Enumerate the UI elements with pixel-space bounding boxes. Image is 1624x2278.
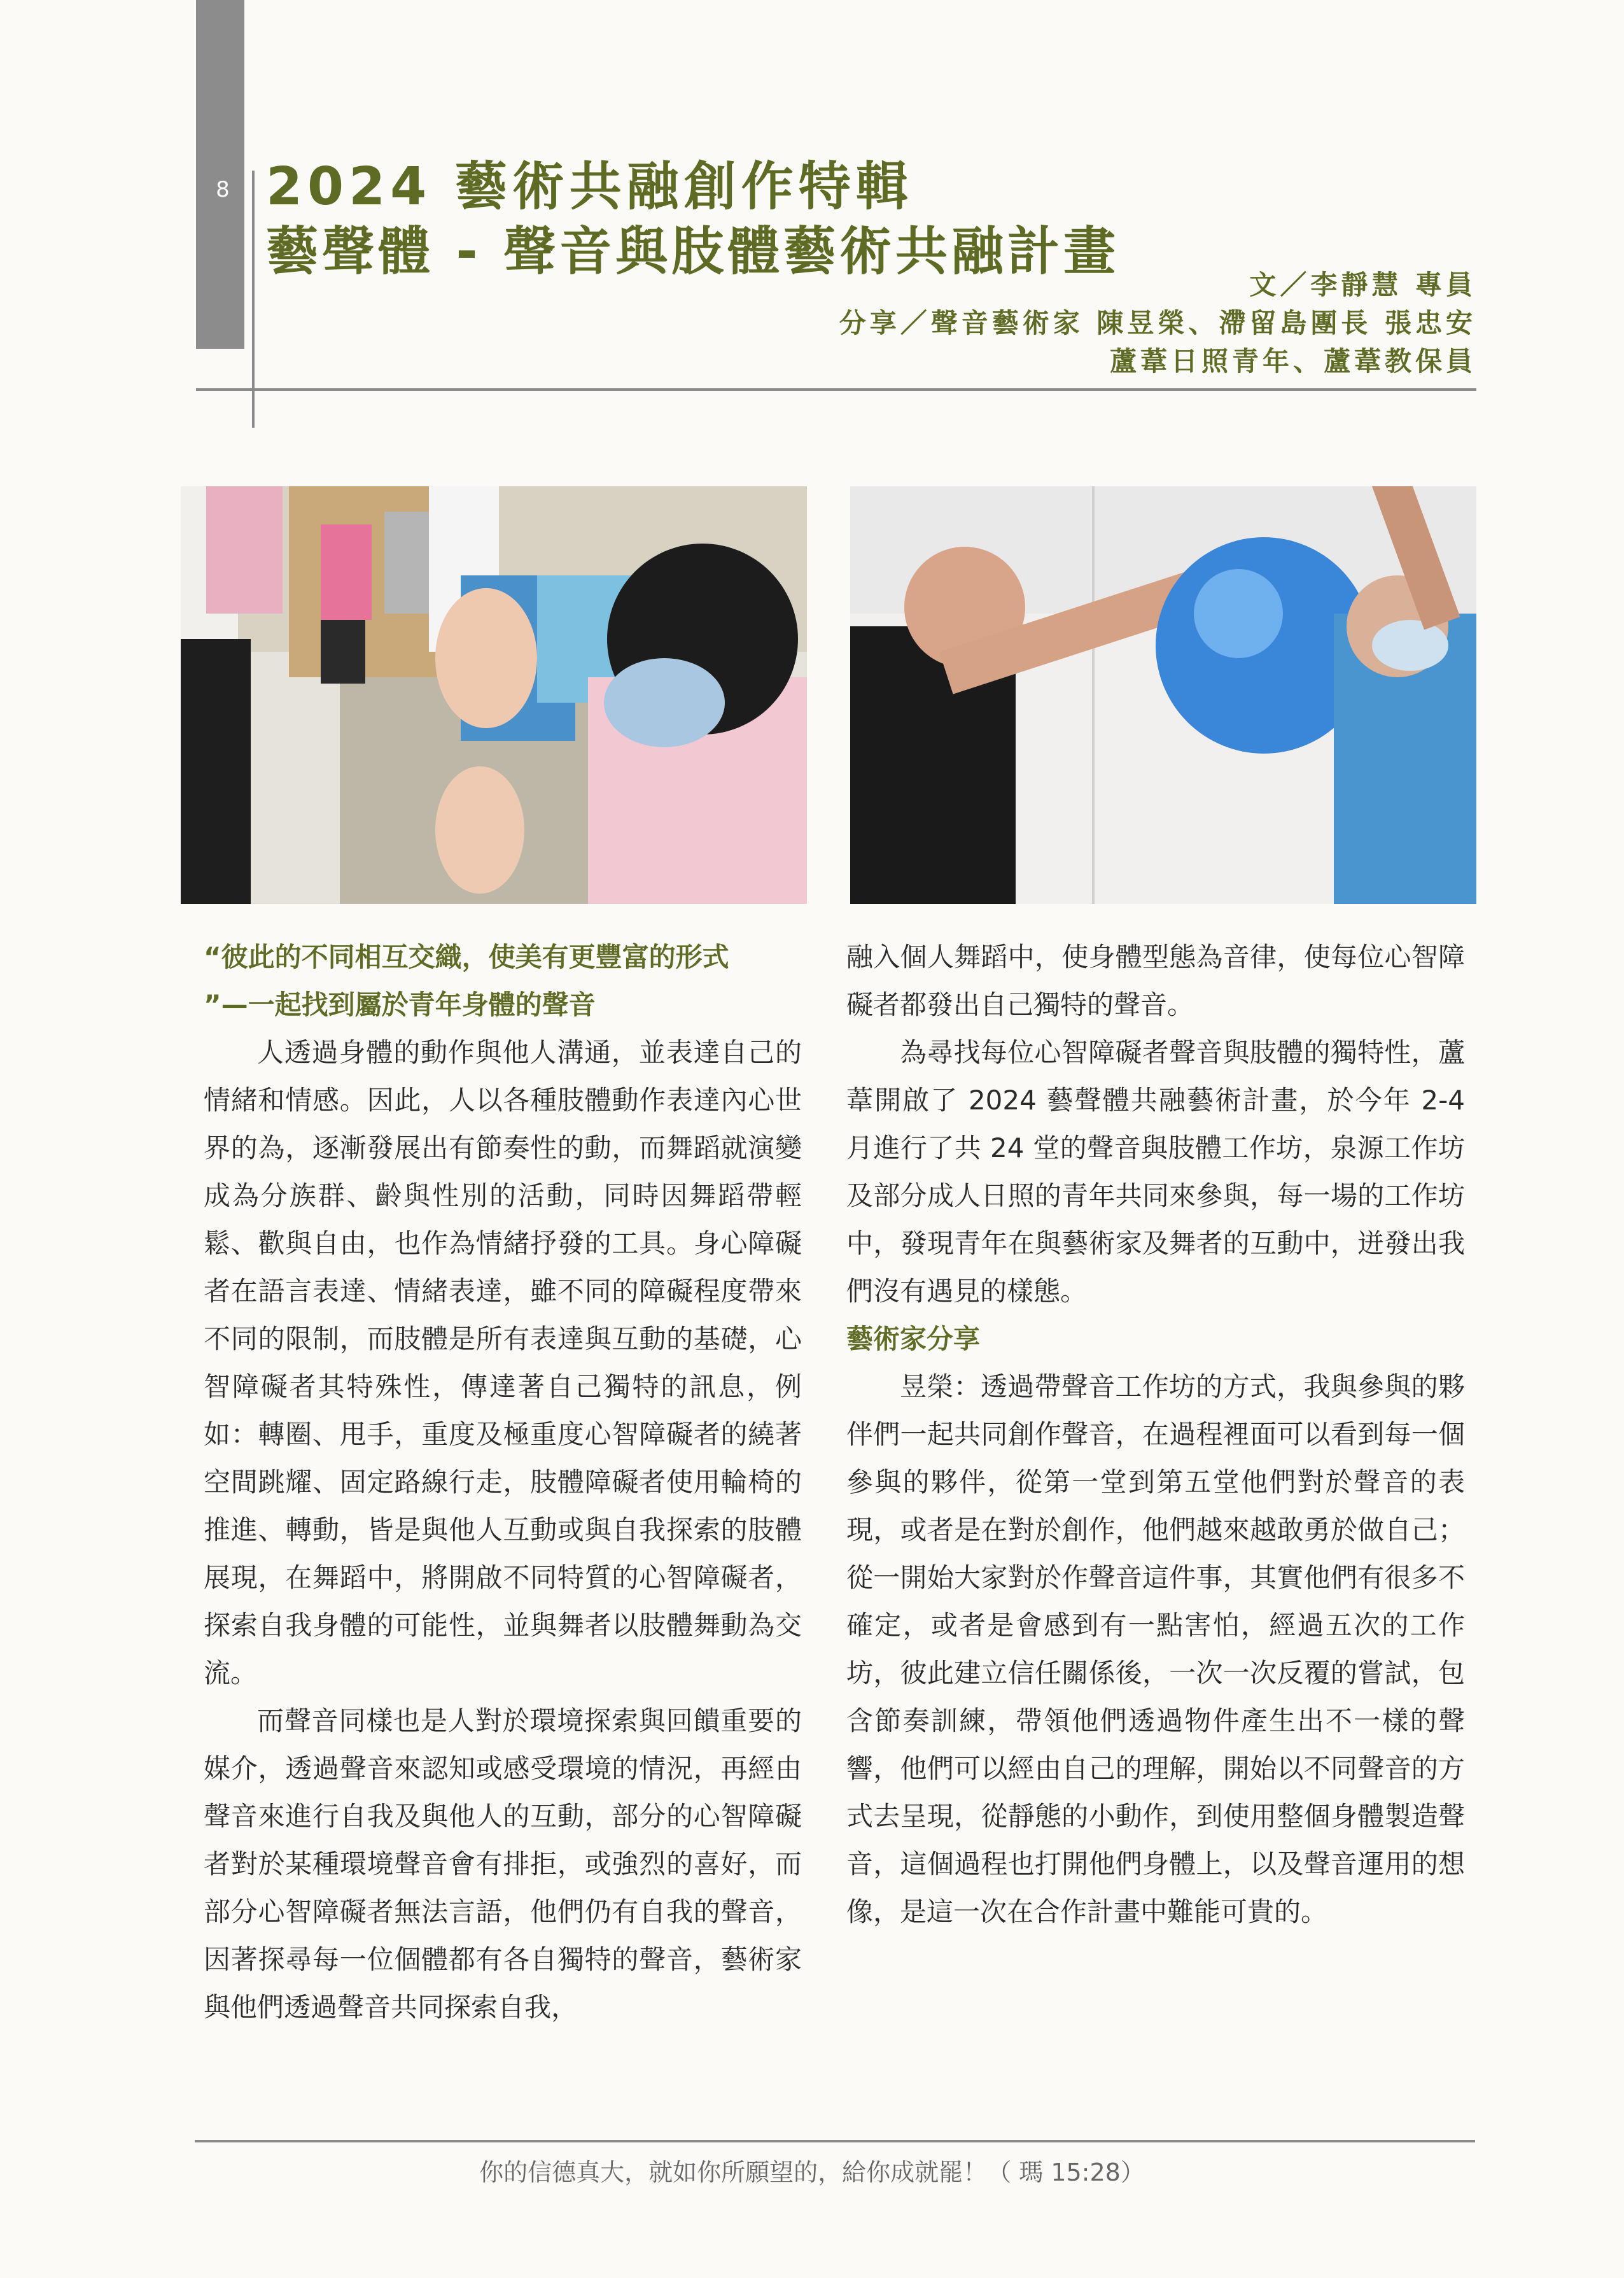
credits-block bbox=[839, 266, 1476, 381]
body-paragraph: 昱榮：透過帶聲音工作坊的方式，我與參與的夥伴們一起共同創作聲音，在過程裡面可以看到每一個參與的夥伴，從第一堂到第五堂他們對於聲音的表現，或者是在對於創作，他們越來越敢勇於做自己；從一開始大家對於作聲音這件事，其實他們有很多不確定，或者是會感到有一點害怕，經過五次的工作坊，彼此建立信任關係後，一次一次反覆的嘗試，包含節奏訓練，帶領他們透過物件產生出不一樣的聲響，他們可以經由自己的理解，開始以不同聲音的方式去呈現，從靜態的小動作，到使用整個身體製造聲音，這個過程也打開他們身體上，以及聲音運用的想像，是這一次在合作計畫中難能可貴的。 bbox=[846, 1371, 1465, 1927]
page-number: 8 bbox=[216, 177, 230, 202]
footer-rule bbox=[195, 2140, 1475, 2142]
credit-sharers: 分享／聲音藝術家 陳昱榮、滯留島團長 張忠安 bbox=[839, 307, 1476, 339]
credit-author: 文／李靜慧 專員 bbox=[1249, 269, 1476, 300]
header-rule bbox=[196, 388, 1476, 391]
photo-dance-workshop bbox=[181, 486, 807, 904]
body-paragraph: 人透過身體的動作與他人溝通，並表達自己的情緒和情感。因此，人以各種肢體動作表達內心世界的為，逐漸發展出有節奏性的動，而舞蹈就演變成為分族群、齡與性別的活動，同時因舞蹈帶輕鬆、歡與自由，也作為情緒抒發的工具。身心障礙者在語言表達、情緒表達，雖不同的障礙程度帶來不同的限制，而肢體是所有表達與互動的基礎，心智障礙者其特殊性，傳達著自己獨特的訊息，例如：轉圈、甩手，重度及極重度心智障礙者的繞著空間跳耀、固定路線行走，肢體障礙者使用輪椅的推進、轉動，皆是與他人互動或與自我探索的肢體展現，在舞蹈中，將開啟不同特質的心智障礙者，探索自我身體的可能性，並與舞者以肢體舞動為交流。 bbox=[204, 1037, 802, 1689]
section-subheading: 藝術家分享 bbox=[846, 1323, 981, 1354]
body-paragraph: 為尋找每位心智障礙者聲音與肢體的獨特性，蘆葦開啟了 2024 藝聲體共融藝術計畫，於今年 2-4 月進行了共 24 堂的聲音與肢體工作坊，泉源工作坊及部分成人日照的青年共同來參與，每一場的工作坊中，發現青年在與藝術家及舞者的互動中，迸發出我們沒有遇見的樣態。 bbox=[846, 1037, 1465, 1307]
footer-verse: 你的信德真大，就如你所願望的，給你成就罷！（ 瑪 15:28） bbox=[479, 2158, 1145, 2186]
credit-participants: 蘆葦日照青年、蘆葦教保員 bbox=[1109, 346, 1476, 377]
pull-quote-line2: ”—一起找到屬於青年身體的聲音 bbox=[204, 989, 596, 1020]
side-tab-bar bbox=[196, 0, 244, 349]
article-title-line1: 2024 藝術共融創作特輯 bbox=[266, 157, 913, 217]
right-text-column bbox=[846, 933, 1465, 1936]
body-paragraph: 融入個人舞蹈中，使身體型態為音律，使每位心智障礙者都發出自己獨特的聲音。 bbox=[846, 941, 1465, 1020]
photo-yoga-ball bbox=[850, 486, 1476, 904]
left-text-column bbox=[204, 933, 802, 2031]
article-title-line2: 藝聲體 - 聲音與肢體藝術共融計畫 bbox=[266, 221, 1120, 282]
body-paragraph: 而聲音同樣也是人對於環境探索與回饋重要的媒介，透過聲音來認知或感受環境的情況，再經由聲音來進行自我及與他人的互動，部分的心智障礙者對於某種環境聲音會有排拒，或強烈的喜好，而部分心智障礙者無法言語，他們仍有自我的聲音，因著探尋每一位個體都有各自獨特的聲音，藝術家與他們透過聲音共同探索自我， bbox=[204, 1705, 802, 2023]
pull-quote-line1: “彼此的不同相互交織，使美有更豐富的形式 bbox=[204, 941, 729, 973]
